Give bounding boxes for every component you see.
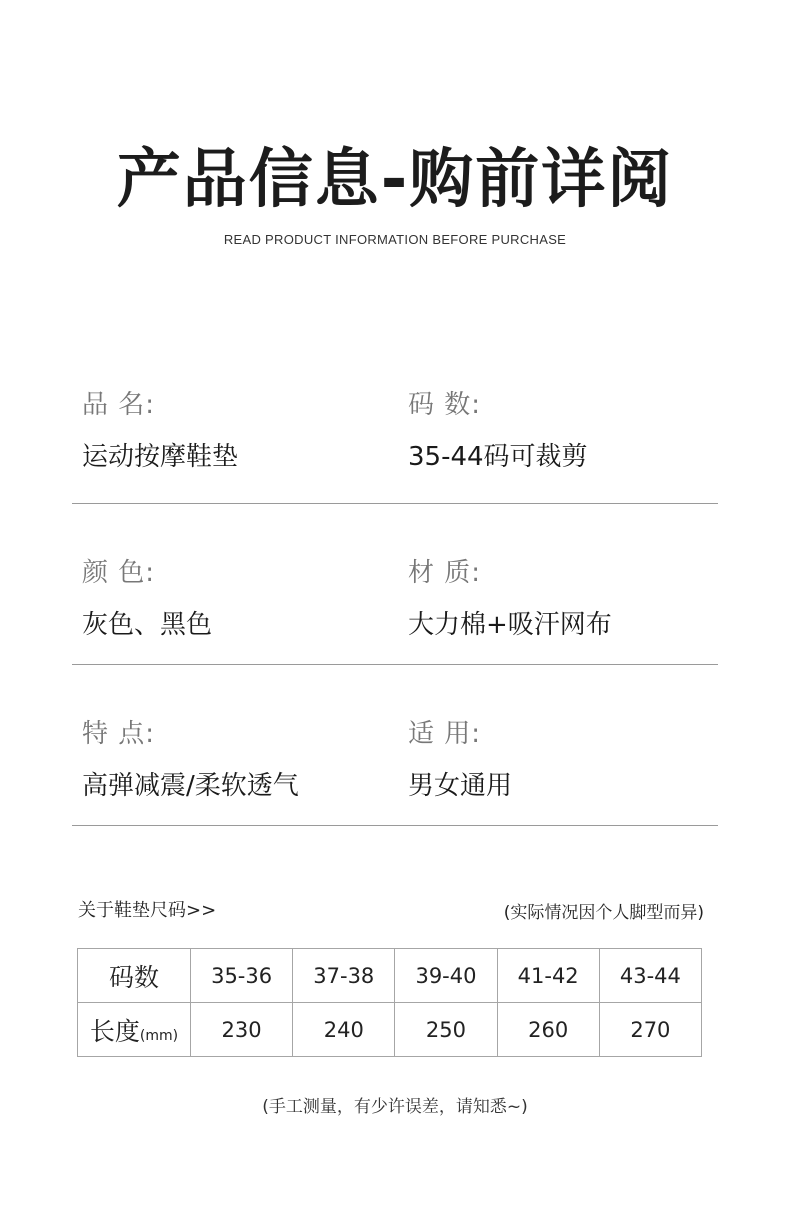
row-header-size: 码数 xyxy=(78,949,191,1003)
info-row-color-material xyxy=(72,504,718,665)
table-cell: 43-44 xyxy=(599,949,701,1003)
table-cell: 240 xyxy=(293,1003,395,1057)
info-label: 适 用: xyxy=(408,719,482,749)
page-subtitle: READ PRODUCT INFORMATION BEFORE PURCHASE xyxy=(223,232,567,247)
info-label: 品 名: xyxy=(82,390,156,420)
table-cell: 260 xyxy=(497,1003,599,1057)
row-header-length-label: 长度 xyxy=(89,1016,140,1046)
info-value: 运动按摩鞋垫 xyxy=(82,442,239,472)
info-value: 男女通用 xyxy=(408,771,513,801)
measurement-footnote: (手工测量，有少许误差，请知悉~) xyxy=(262,1097,528,1117)
info-row-name-size xyxy=(72,368,718,504)
table-cell: 41-42 xyxy=(497,949,599,1003)
product-info-grid xyxy=(72,368,718,826)
row-header-length xyxy=(78,1003,191,1057)
table-cell: 37-38 xyxy=(293,949,395,1003)
table-cell: 35-36 xyxy=(191,949,293,1003)
size-section-note: (实际情况因个人脚型而异) xyxy=(503,903,704,923)
info-value: 大力棉+吸汗网布 xyxy=(408,610,612,640)
info-label: 材 质: xyxy=(408,558,482,588)
info-value: 35-44码可裁剪 xyxy=(408,442,588,472)
table-cell: 230 xyxy=(191,1003,293,1057)
info-label: 码 数: xyxy=(408,390,482,420)
page-title: 产品信息-购前详阅 xyxy=(116,143,674,217)
info-label: 颜 色: xyxy=(82,558,156,588)
table-row xyxy=(78,949,702,1003)
table-cell: 250 xyxy=(395,1003,497,1057)
info-value: 高弹减震/柔软透气 xyxy=(82,771,299,801)
size-chart-table xyxy=(77,948,702,1057)
table-cell: 270 xyxy=(599,1003,701,1057)
info-value: 灰色、黑色 xyxy=(82,610,213,640)
table-row xyxy=(78,1003,702,1057)
table-cell: 39-40 xyxy=(395,949,497,1003)
info-row-feature-usage xyxy=(72,665,718,826)
size-section-heading: 关于鞋垫尺码>> xyxy=(78,900,217,921)
row-header-length-unit: (mm) xyxy=(139,1027,179,1044)
info-label: 特 点: xyxy=(82,719,156,749)
